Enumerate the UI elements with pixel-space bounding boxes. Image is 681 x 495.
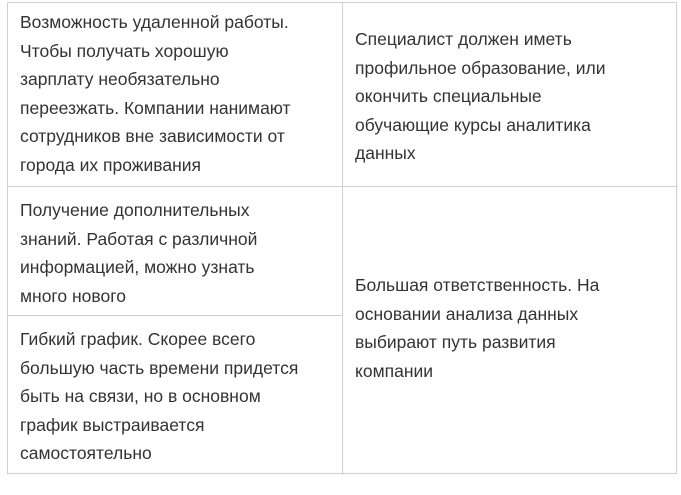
table-cell-flexible-schedule: Гибкий график. Скорее всего большую часть времени придется быть на связи, но в основном график выстраивается самостоятельно [8, 316, 343, 475]
table-cell-remote-work: Возможность удаленной работы. Чтобы получать хорошую зарплату необязательно переезжать. Компании нанимают сотрудников вне зависимости от города их проживания [8, 3, 343, 187]
table-cell-knowledge: Получение дополнительных знаний. Работая с различной информацией, можно узнать много нового [8, 187, 343, 316]
comparison-table [7, 2, 677, 474]
table-cell-responsibility: Большая ответственность. На основании анализа данных выбирают путь развития компании [355, 275, 600, 381]
table-cell-education: Специалист должен иметь профильное образование, или окончить специальные обучающие курсы аналитика данных [343, 3, 678, 187]
